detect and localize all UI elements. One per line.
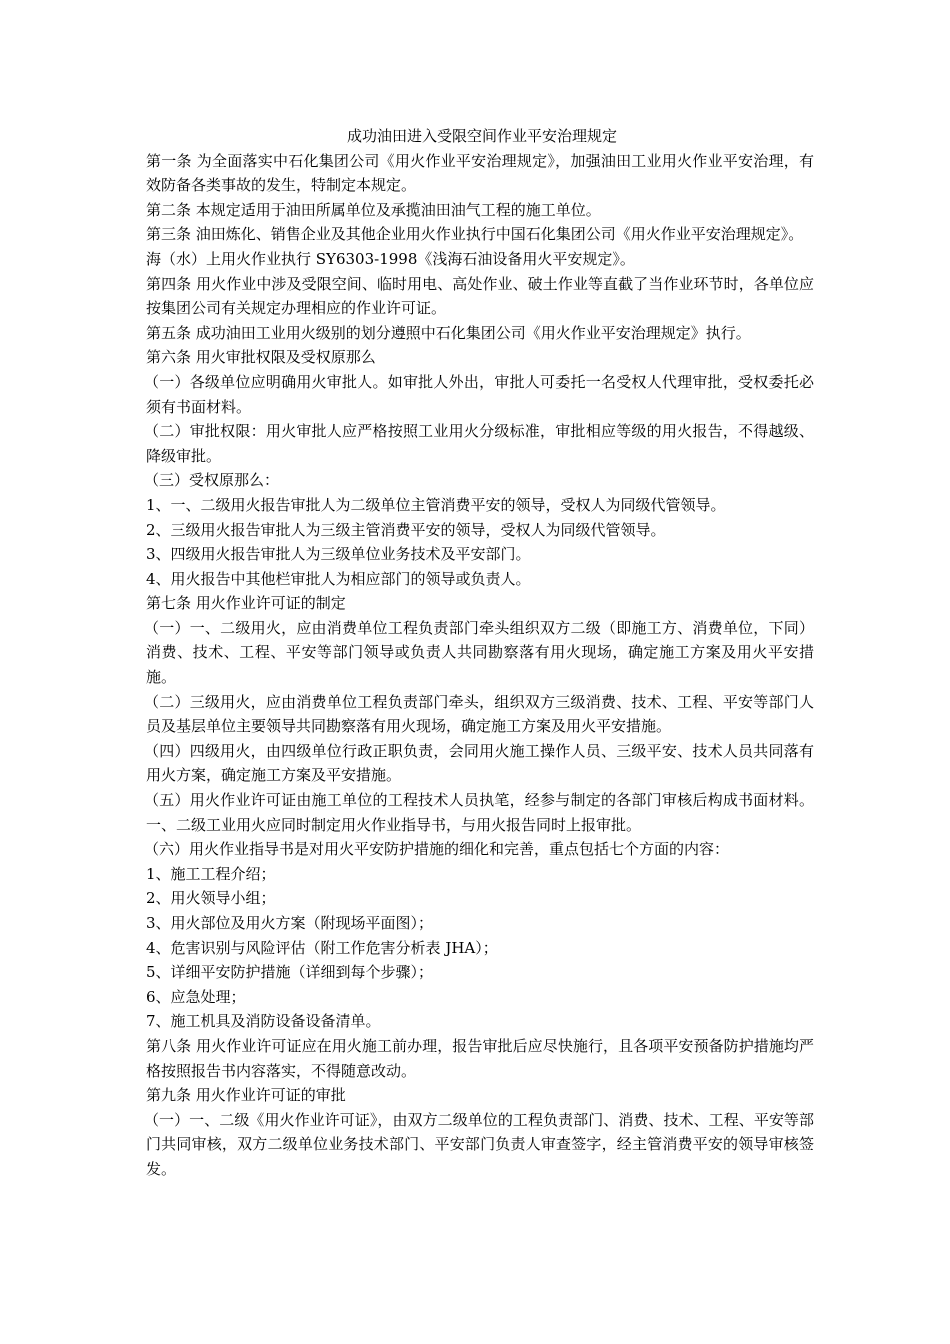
document-title: 成功油田进入受限空间作业平安治理规定 [346,127,617,145]
article-6-heading: 第六条 用火审批权限及受权原那么 [146,348,376,367]
article-6-item-3: （三）受权原那么： [144,471,280,490]
article-7-item-5: （五）用火作业许可证由施工单位的工程技术人员执笔，经参与制定的各部门审核后构成书面材料。一、二级工业用火应同时制定用火作业指导书，与用火报告同时上报审批。 [144,791,814,834]
article-6-item-2: （二）审批权限：用火审批人应严格按照工业用火分级标准，审批相应等级的用火报告，不得越级、降级审批。 [144,422,814,465]
guide-content-item: 4、危害识别与风险评估（附工作危害分析表 JHA）； [146,938,498,957]
article-2: 第二条 本规定适用于油田所属单位及承揽油田油气工程的施工单位。 [146,200,601,219]
article-9-heading: 第九条 用火作业许可证的审批 [146,1086,346,1105]
guide-content-item: 6、应急处理； [146,987,246,1006]
article-3: 第三条 油田炼化、销售企业及其他企业用火作业执行中国石化集团公司《用火作业平安治理规定》。 [146,225,804,244]
article-7-item-6: （六）用火作业指导书是对用火平安防护措施的细化和完善，重点包括七个方面的内容： [144,840,730,859]
guide-content-item: 7、施工机具及消防设备设备清单。 [146,1012,381,1031]
article-5: 第五条 成功油田工业用火级别的划分遵照中石化集团公司《用火作业平安治理规定》执行。 [146,323,751,342]
authorization-list-item: 4、用火报告中其他栏审批人为相应部门的领导或负责人。 [146,569,531,588]
guide-content-item: 5、详细平安防护措施（详细到每个步骤）； [146,963,434,982]
article-7-item-2: （二）三级用火，应由消费单位工程负责部门牵头，组织双方三级消费、技术、工程、平安等部门人员及基层单位主要领导共同勘察落有用火现场，确定施工方案及用火平安措施。 [144,692,814,736]
document-body [146,124,814,1182]
article-7-heading: 第七条 用火作业许可证的制定 [146,594,346,613]
authorization-list-item: 1、一、二级用火报告审批人为二级单位主管消费平安的领导，受权人为同级代管领导。 [146,495,726,514]
offshore-note: 海（水）上用火作业执行 SY6303-1998《浅海石油设备用火平安规定》。 [146,249,635,268]
article-6-item-1: （一）各级单位应明确用火审批人。如审批人外出，审批人可委托一名受权人代理审批，受权委托必须有书面材料。 [144,372,814,416]
article-4: 第四条 用火作业中涉及受限空间、临时用电、高处作业、破土作业等直截了当作业环节时，各单位应按集团公司有关规定办理相应的作业许可证。 [146,274,814,318]
authorization-list-item: 3、四级用火报告审批人为三级单位业务技术及平安部门。 [146,545,531,564]
article-1: 第一条 为全面落实中石化集团公司《用火作业平安治理规定》，加强油田工业用火作业平安治理，有效防备各类事故的发生，特制定本规定。 [146,151,814,195]
guide-content-item: 3、用火部位及用火方案（附现场平面图）； [146,914,434,932]
authorization-list-item: 2、三级用火报告审批人为三级主管消费平安的领导，受权人为同级代管领导。 [146,520,666,539]
article-8: 第八条 用火作业许可证应在用火施工前办理，报告审批后应尽快施行，且各项平安预备防护措施均严格按照报告书内容落实，不得随意改动。 [146,1036,814,1080]
guide-content-item: 1、施工工程介绍； [146,864,276,883]
article-9-item-1: （一）一、二级《用火作业许可证》，由双方二级单位的工程负责部门、消费、技术、工程、平安等部门共同审核，双方二级单位业务技术部门、平安部门负责人审查签字，经主管消费平安的领导审核签发。 [144,1110,814,1178]
guide-content-item: 2、用火领导小组； [146,889,276,908]
article-7-item-1: （一）一、二级用火，应由消费单位工程负责部门牵头组织双方二级（即施工方、消费单位，下同）消费、技术、工程、平安等部门领导或负责人共同勘察落有用火现场，确定施工方案及用火平安措施。 [144,618,814,687]
article-7-item-4: （四）四级用火，由四级单位行政正职负责，会同用火施工操作人员、三级平安、技术人员共同落有用火方案，确定施工方案及平安措施。 [144,741,814,785]
